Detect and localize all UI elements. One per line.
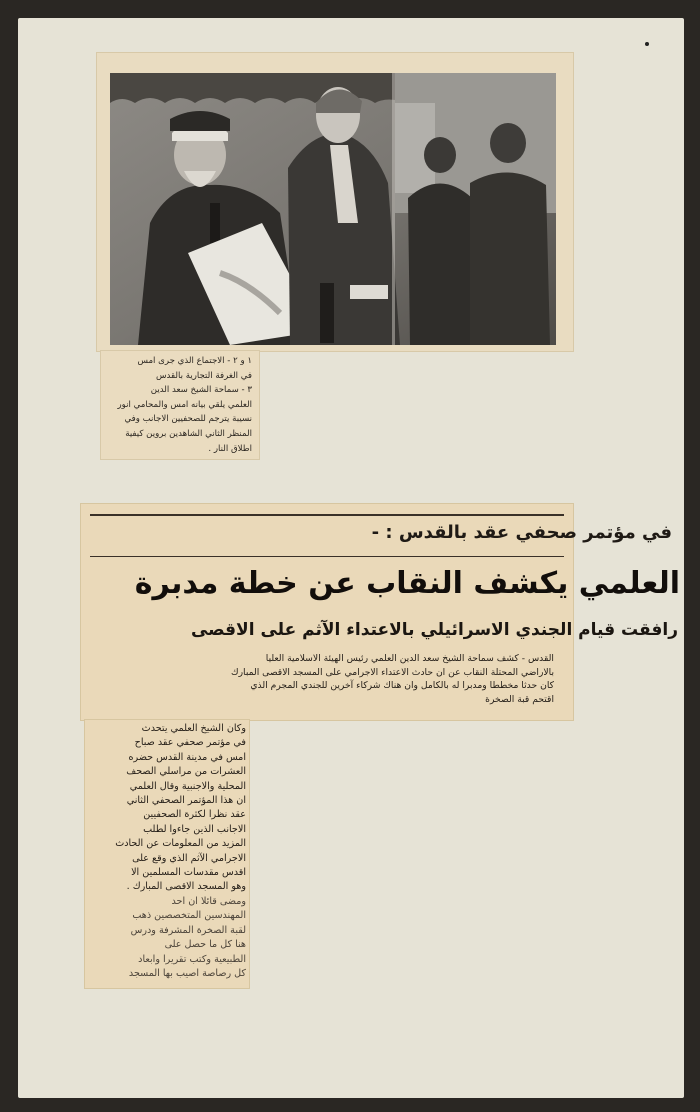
lead-line: بالاراضي المحتلة النقاب عن ان حادث الاعتداء الاجرامي على المسجد الاقصى المبارك [231,666,554,678]
news-photo [110,73,556,345]
body-line: وهو المسجد الاقصى المبارك . [126,881,246,893]
lead-line: القدس - كشف سماحة الشيخ سعد الدين العلمي رئيس الهيئة الاسلامية العليا [265,653,554,664]
body-line: اقدس مقدسات المسلمين الا [131,867,246,879]
photo-caption [100,350,260,456]
caption-line: ٣ - سماحة الشيخ سعد الدين [150,385,252,396]
body-line: الاجانب الذين جاءوا لطلب [143,823,246,835]
body-line: لقبة الصخرة المشرفة ودرس [130,924,246,936]
article-body [88,722,246,981]
photo-caption-clipping [100,350,260,460]
caption-line: المنظر الثاني الشاهدين بروين كيفية [125,428,252,439]
body-line: ان هذا المؤتمر الصحفي الثاني [126,795,246,807]
body-line: في مؤتمر صحفي عقد صباح [134,737,246,749]
body-line: هنا كل ما حصل على [164,939,246,951]
body-line: المزيد من المعلومات عن الحادث [115,838,246,850]
body-line: وكان الشيخ العلمي يتحدث [141,723,246,734]
photo-illustration [110,73,556,345]
body-line: العشرات من مراسلي الصحف [126,766,246,778]
pin-hole [645,42,649,46]
body-line: عقد نظرا لكثرة الصحفيين [143,809,246,821]
body-line: ومضى قائلا ان احد [171,895,246,907]
article-subheadline: رافقت قيام الجندي الاسرائيلي بالاعتداء الآثم على الاقصى [190,620,678,640]
caption-line: العلمي يلقي بيانه امس والمحامي انور [117,399,252,410]
body-line: المهندسين المتخصصين ذهب [132,910,246,922]
article-lead [98,652,554,706]
caption-line: نسيبة يترجم للصحفيين الاجانب وفي [124,414,252,425]
article-headline: العلمي يكشف النقاب عن خطة مدبرة [134,566,680,601]
body-line: الاجرامي الآثم الذي وقع على [132,852,246,864]
body-line: كل رصاصة اصيب بها المسجد [128,967,246,979]
caption-line: ١ و ٢ - الاجتماع الذي جرى امس [137,356,252,366]
body-line: الطبيعية وكتب تقريرا وابعاد [138,953,246,965]
lead-line: كان حدثا مخططا ومدبرا له بالكامل وان هناك شركاء آخرين للجندي المجرم الذي [250,680,554,692]
article-kicker: في مؤتمر صحفي عقد بالقدس : - [371,522,672,543]
kicker-rule [90,556,564,557]
caption-line: في الغرفة التجارية بالقدس [156,370,252,381]
body-line: المحلية والاجنبية وقال العلمي [129,780,246,792]
top-rule [90,514,564,516]
body-line: امس في مدينة القدس حضره [128,751,246,763]
caption-line: اطلاق النار . [208,443,252,454]
lead-line: اقتحم قبة الصخرة [485,693,554,705]
